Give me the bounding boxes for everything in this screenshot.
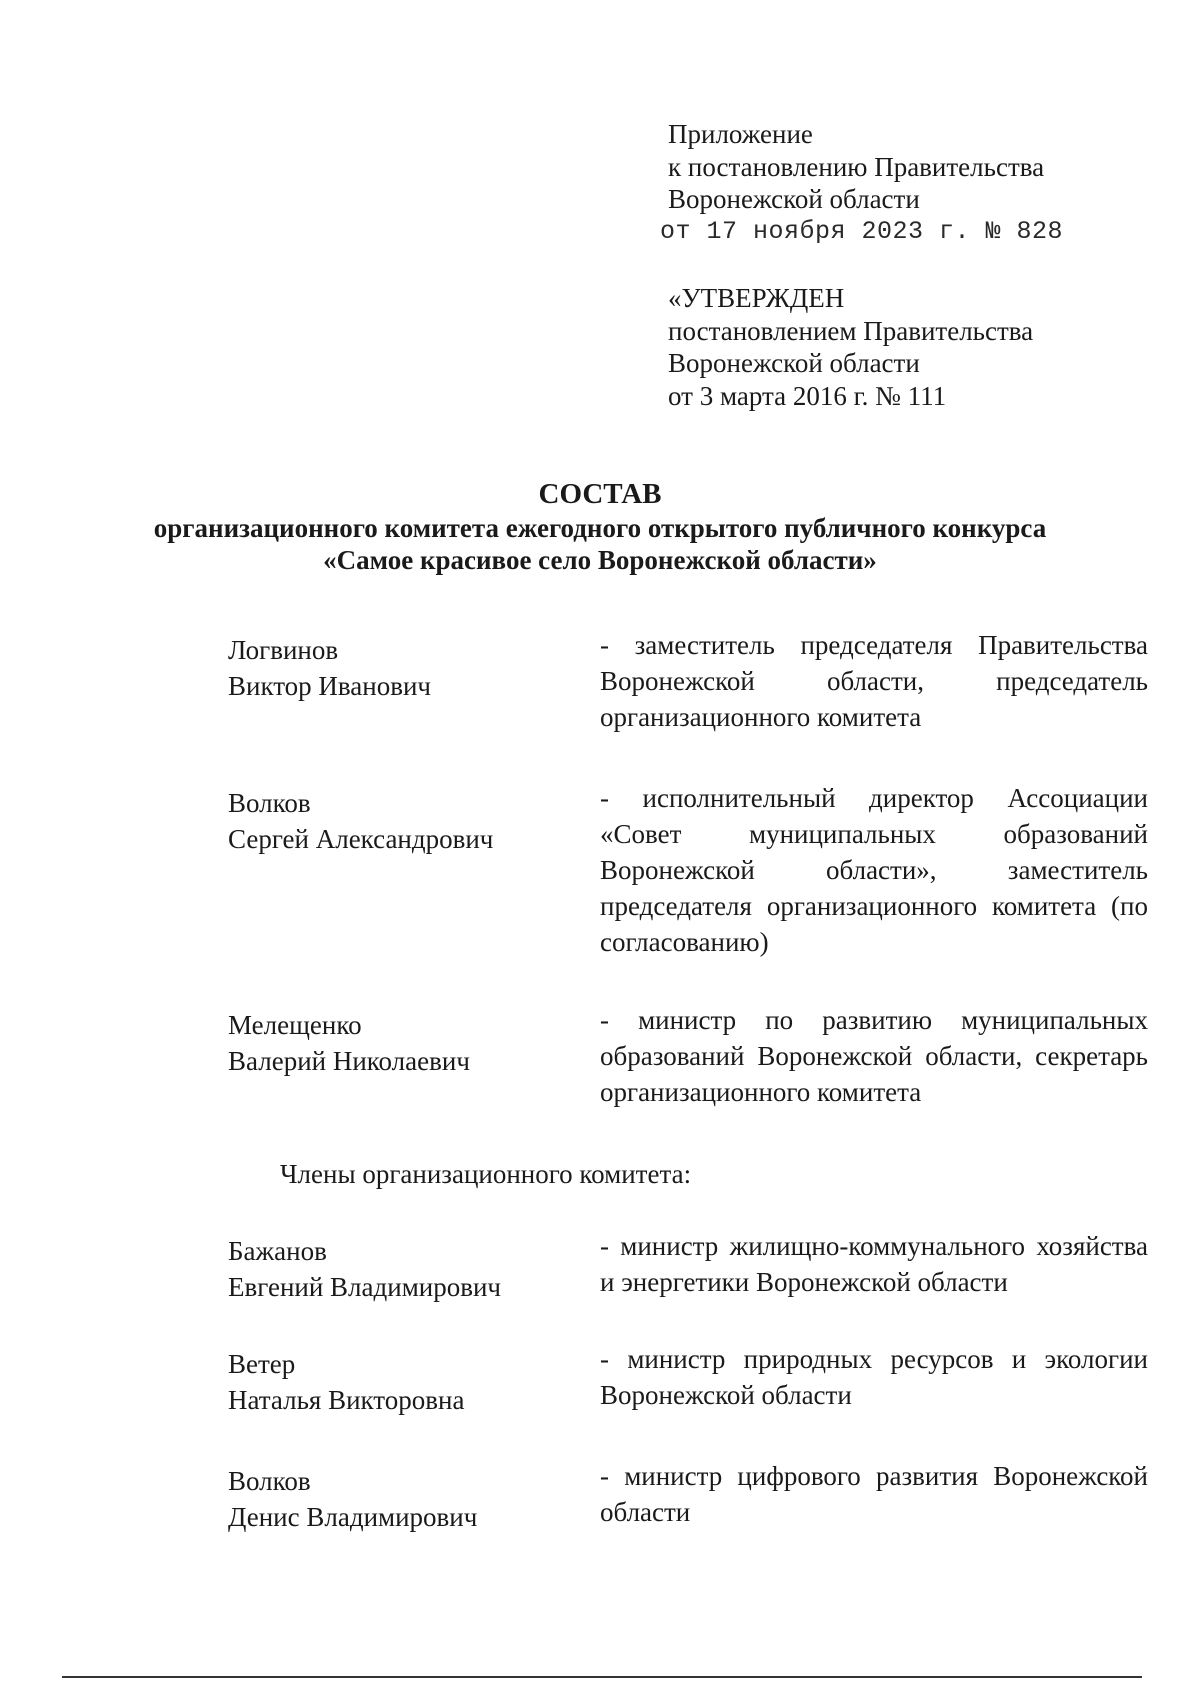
role-line: согласованию): [600, 927, 769, 957]
person-given-names: Наталья Викторовна: [228, 1385, 465, 1415]
appendix-header: [660, 118, 1064, 248]
role-line: области: [600, 1497, 691, 1527]
person-name: [228, 1346, 588, 1418]
person-given-names: Денис Владимирович: [228, 1502, 478, 1532]
role-line: организационного комитета: [600, 702, 922, 732]
role-line: - министр цифрового развития Воронежской: [600, 1461, 1148, 1491]
person-given-names: Валерий Николаевич: [228, 1046, 470, 1076]
approved-line: от 3 марта 2016 г. № 111: [668, 380, 947, 411]
appendix-line: Воронежской области: [668, 184, 920, 214]
page-edge-rule: [62, 1676, 1142, 1678]
title-subtitle: организационного комитета ежегодного открытого публичного конкурса: [153, 513, 1047, 543]
approved-line: Воронежской области: [668, 348, 920, 378]
person-surname: Волков: [228, 788, 311, 818]
approved-line: постановлением Правительства: [668, 315, 1034, 346]
role-line: Воронежской области: [600, 1380, 852, 1410]
appendix-line: к постановлению Правительства: [668, 151, 1045, 182]
person-role: [600, 1228, 1148, 1300]
person-given-names: Сергей Александрович: [228, 824, 494, 854]
person-surname: Бажанов: [228, 1236, 327, 1266]
person-role: [600, 1341, 1148, 1413]
person-role: [600, 1002, 1148, 1110]
person-surname: Логвинов: [228, 635, 339, 665]
role-line: и энергетики Воронежской области: [600, 1267, 1008, 1297]
person-given-names: Виктор Иванович: [228, 671, 432, 701]
person-surname: Волков: [228, 1466, 311, 1496]
person-given-names: Евгений Владимирович: [228, 1272, 502, 1302]
person-surname: Мелещенко: [228, 1010, 362, 1040]
role-line: «Совет муниципальных образований: [600, 819, 1148, 849]
role-line: председателя организационного комитета (по: [600, 891, 1148, 921]
person-role: [600, 1458, 1148, 1530]
approved-line: «УТВЕРЖДЕН: [668, 283, 845, 313]
person-role: [600, 780, 1148, 960]
role-line: - министр по развитию муниципальных: [600, 1005, 1148, 1035]
role-line: - министр природных ресурсов и экологии: [600, 1344, 1148, 1374]
person-name: [228, 1007, 588, 1079]
members-heading: Члены организационного комитета:: [280, 1159, 692, 1189]
role-line: - заместитель председателя Правительства: [600, 630, 1148, 660]
role-line: Воронежской области, председатель: [600, 666, 1148, 696]
person-surname: Ветер: [228, 1349, 296, 1379]
title-main: СОСТАВ: [538, 478, 662, 510]
appendix-date-number: от 17 ноября 2023 г. № 828: [660, 216, 1064, 246]
role-line: - министр жилищно-коммунального хозяйства: [600, 1231, 1148, 1261]
document-title: [0, 478, 1200, 576]
person-name: [228, 1233, 588, 1305]
person-name: [228, 632, 588, 704]
person-name: [228, 1463, 588, 1535]
appendix-line: Приложение: [668, 119, 813, 149]
role-line: - исполнительный директор Ассоциации: [600, 783, 1148, 813]
person-role: [600, 627, 1148, 735]
role-line: организационного комитета: [600, 1077, 922, 1107]
role-line: образований Воронежской области, секретарь: [600, 1041, 1148, 1071]
approved-header: [668, 282, 1033, 412]
person-name: [228, 785, 588, 857]
role-line: Воронежской области», заместитель: [600, 855, 1148, 885]
title-subtitle: «Самое красивое село Воронежской области»: [323, 545, 877, 575]
